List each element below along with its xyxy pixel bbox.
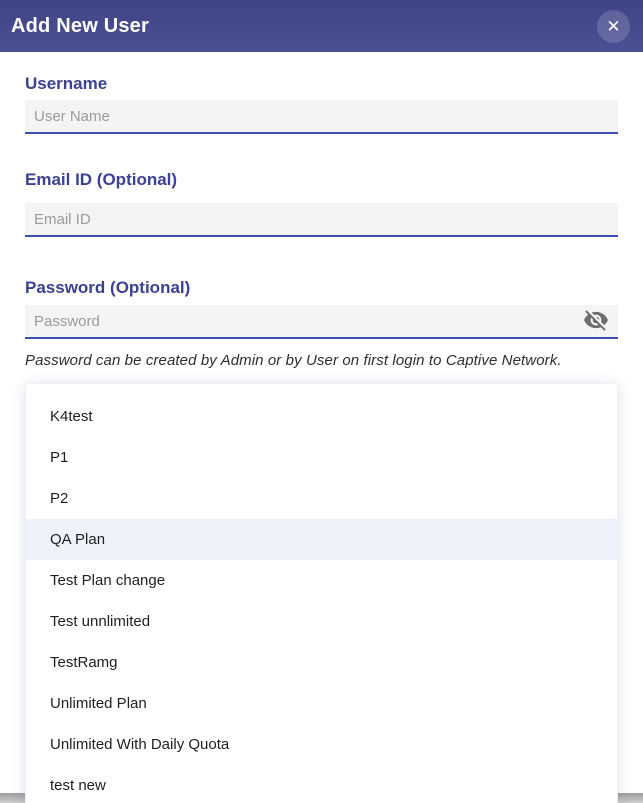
plan-option-testramg[interactable]: TestRamg — [50, 654, 118, 671]
email-field-wrap — [25, 190, 618, 237]
close-icon: ✕ — [606, 16, 621, 36]
plan-option-test-unnlimited[interactable]: Test unnlimited — [50, 613, 151, 630]
email-input[interactable] — [25, 203, 618, 237]
add-user-form — [0, 74, 643, 803]
plan-dropdown-list — [25, 383, 618, 803]
modal-title: Add New User — [11, 14, 149, 37]
modal-header — [0, 0, 643, 52]
username-field-wrap — [25, 94, 618, 134]
close-button[interactable] — [597, 10, 630, 43]
plan-option-unlimited-with-daily-quota[interactable]: Unlimited With Daily Quota — [50, 736, 230, 753]
visibility-off-icon[interactable] — [583, 307, 609, 333]
password-field-wrap — [25, 298, 618, 339]
username-label: Username — [25, 74, 108, 93]
plan-option-test-new[interactable]: test new — [50, 777, 106, 794]
username-input[interactable] — [25, 100, 618, 134]
plan-option-qa-plan[interactable]: QA Plan — [26, 519, 617, 560]
password-helper-text: Password can be created by Admin or by User on first login to Captive Network. — [25, 352, 562, 369]
plan-option-p2[interactable]: P2 — [50, 490, 69, 507]
plan-option-k4test[interactable]: K4test — [50, 408, 93, 425]
email-label: Email ID (Optional) — [25, 170, 178, 189]
plan-option-test-plan-change[interactable]: Test Plan change — [50, 572, 166, 589]
plan-option-p1[interactable]: P1 — [50, 449, 69, 466]
password-input[interactable] — [25, 305, 618, 339]
password-label: Password (Optional) — [25, 278, 191, 297]
plan-option-unlimited-plan[interactable]: Unlimited Plan — [50, 695, 147, 712]
